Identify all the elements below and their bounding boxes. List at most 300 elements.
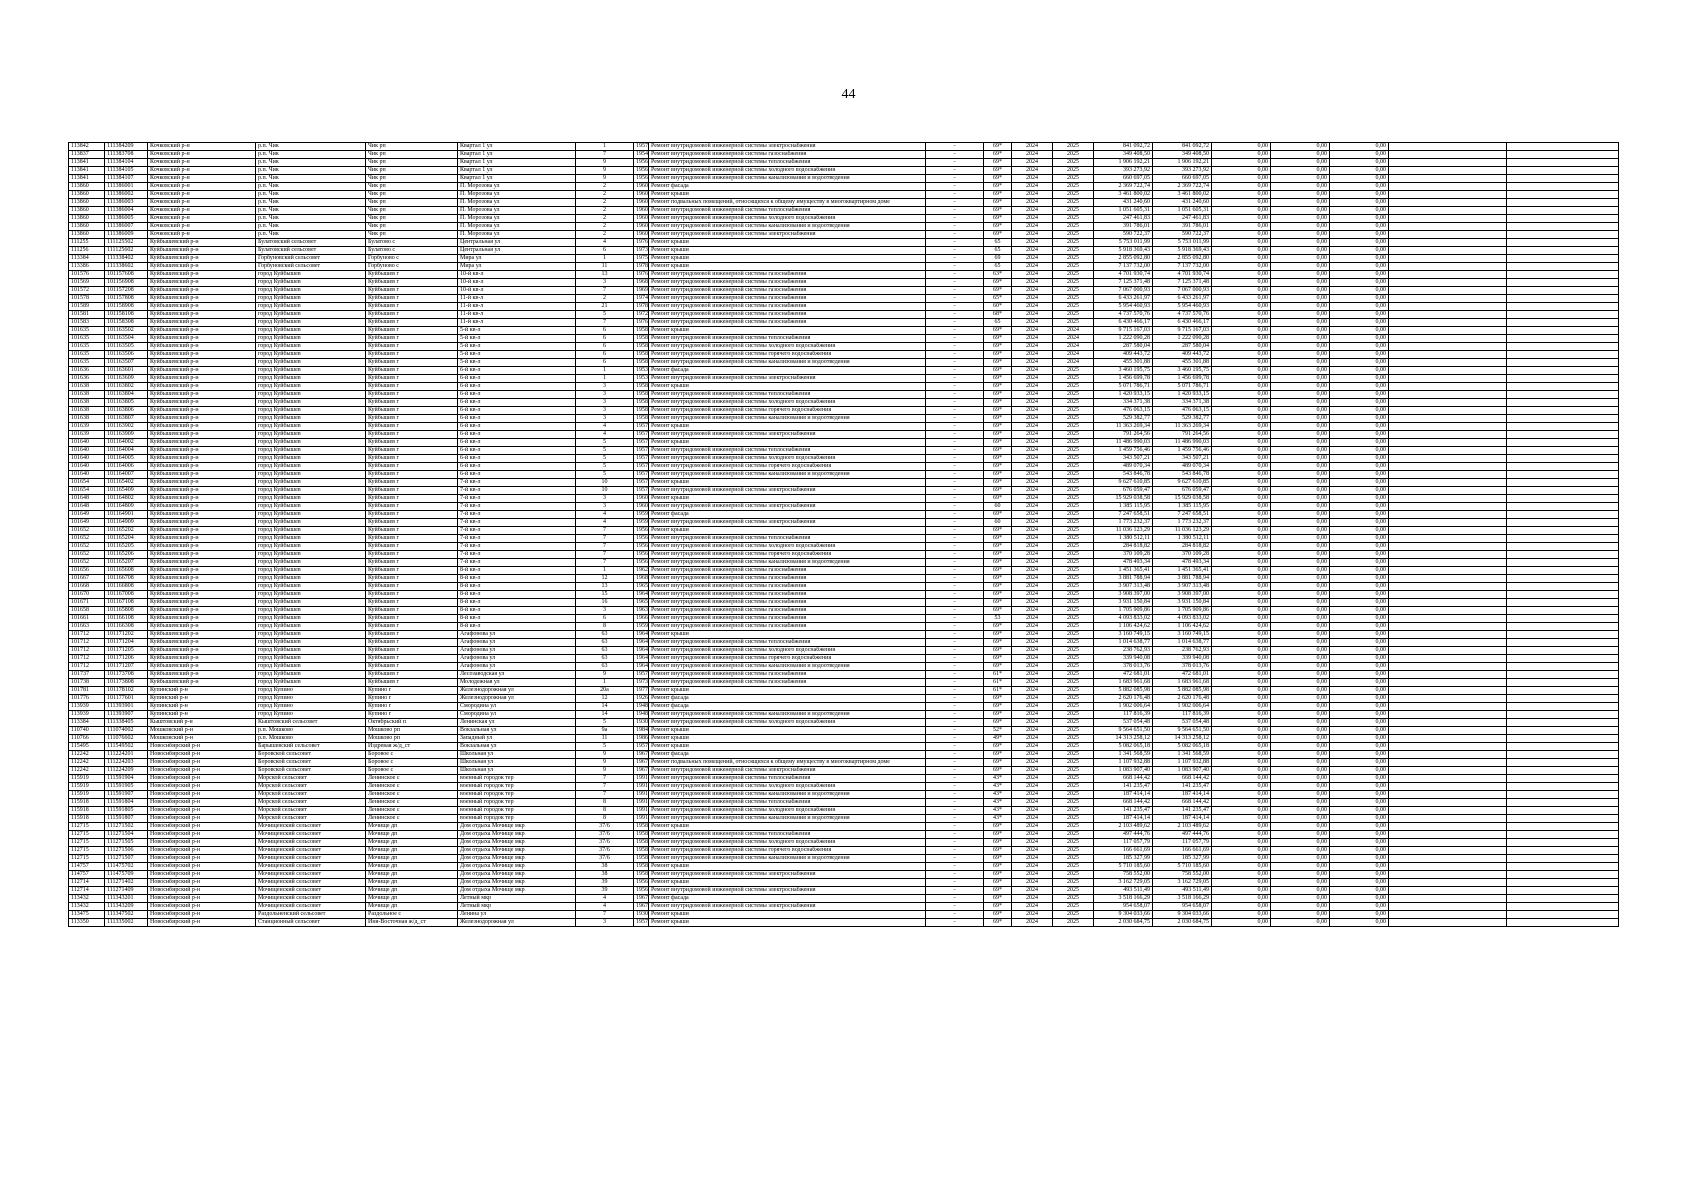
cell-total-cost: 431 240,60 xyxy=(1094,199,1153,207)
table-row xyxy=(69,271,1619,279)
cell-record-id: 111386009 xyxy=(105,231,148,239)
cell-plan-year-start: 2024 xyxy=(1012,215,1053,223)
cell-street: Квартал 1 ул xyxy=(458,143,576,151)
cell-record-id: 101158308 xyxy=(105,319,148,327)
cell-plan-year-end: 2025 xyxy=(1053,375,1094,383)
cell-locality: Чик рп xyxy=(366,231,458,239)
cell-house-id: 101640 xyxy=(69,447,105,455)
table-row xyxy=(69,199,1619,207)
cell-budget-cost-2: 0,00 xyxy=(1271,503,1330,511)
table-row xyxy=(69,247,1619,255)
cell-plan-year-end: 2025 xyxy=(1053,559,1094,567)
cell-fund-cost: 9 627 610,85 xyxy=(1153,479,1212,487)
cell-plan-year-start: 2024 xyxy=(1012,327,1053,335)
cell-plan-year-start: 2024 xyxy=(1012,871,1053,879)
cell-plan-year-end: 2025 xyxy=(1053,551,1094,559)
cell-col-dash: - xyxy=(926,247,984,255)
cell-locality: Куйбышев г xyxy=(366,503,458,511)
cell-settlement: город Куйбышев xyxy=(256,439,366,447)
cell-budget-cost-1: 0,00 xyxy=(1212,535,1271,543)
cell-locality: Мошково рп xyxy=(366,727,458,735)
cell-locality: Купино г xyxy=(366,703,458,711)
cell-budget-cost-3: 0,00 xyxy=(1330,847,1389,855)
cell-locality: Куйбышев г xyxy=(366,303,458,311)
cell-record-id: 101164006 xyxy=(105,463,148,471)
cell-col-dash: - xyxy=(926,775,984,783)
cell-fund-cost: 2 030 684,75 xyxy=(1153,919,1212,927)
cell-wear-percent: 69* xyxy=(984,151,1012,159)
cell-budget-cost-3: 0,00 xyxy=(1330,407,1389,415)
cell-municipal-district: Куйбышевский р-н xyxy=(148,343,256,351)
cell-locality: Мочище дп xyxy=(366,903,458,911)
cell-house-id: 101658 xyxy=(69,607,105,615)
cell-locality: Куйбышев г xyxy=(366,287,458,295)
cell-plan-year-start: 2024 xyxy=(1012,887,1053,895)
cell-wear-percent: 69* xyxy=(984,583,1012,591)
cell-budget-cost-3: 0,00 xyxy=(1330,335,1389,343)
cell-municipal-district: Новосибирский р-н xyxy=(148,823,256,831)
cell-budget-cost-2: 0,00 xyxy=(1271,591,1330,599)
cell-municipal-district: Кочковский р-н xyxy=(148,207,256,215)
cell-record-id: 111271409 xyxy=(105,887,148,895)
cell-street: 7-й кв-л xyxy=(458,527,576,535)
cell-budget-cost-1: 0,00 xyxy=(1212,887,1271,895)
cell-municipal-district: Куйбышевский р-н xyxy=(148,263,256,271)
cell-wear-percent: 60 xyxy=(984,519,1012,527)
cell-street: 5-й кв-л xyxy=(458,343,576,351)
table-row xyxy=(69,919,1619,927)
cell-budget-cost-3: 0,00 xyxy=(1330,199,1389,207)
cell-street: военный городок тер xyxy=(458,775,576,783)
cell-settlement: город Куйбышев xyxy=(256,615,366,623)
cell-col-dash: - xyxy=(926,359,984,367)
cell-wear-percent: 65 xyxy=(984,247,1012,255)
cell-build-year: 1956 xyxy=(634,175,649,183)
cell-locality: Куйбышев г xyxy=(366,431,458,439)
cell-budget-cost-3: 0,00 xyxy=(1330,655,1389,663)
cell-street: 7-й кв-л xyxy=(458,487,576,495)
cell-plan-year-start: 2024 xyxy=(1012,303,1053,311)
cell-budget-cost-3: 0,00 xyxy=(1330,207,1389,215)
cell-build-year: 1948 xyxy=(634,703,649,711)
cell-plan-year-start: 2024 xyxy=(1012,463,1053,471)
cell-plan-year-start: 2024 xyxy=(1012,655,1053,663)
cell-settlement: Мочищенский сельсовет xyxy=(256,879,366,887)
cell-record-id: 101171207 xyxy=(105,663,148,671)
cell-settlement: Морской сельсовет xyxy=(256,799,366,807)
cell-wear-percent: 69* xyxy=(984,655,1012,663)
cell-house-id: 113939 xyxy=(69,711,105,719)
cell-total-cost: 1 902 006,64 xyxy=(1094,703,1153,711)
cell-fund-cost: 4 093 833,02 xyxy=(1153,615,1212,623)
cell-settlement: город Куйбышев xyxy=(256,655,366,663)
cell-house-id: 101640 xyxy=(69,463,105,471)
cell-budget-cost-3: 0,00 xyxy=(1330,567,1389,575)
cell-wear-percent: 69* xyxy=(984,351,1012,359)
cell-build-year: 1958 xyxy=(634,343,649,351)
table-row xyxy=(69,679,1619,687)
cell-budget-cost-3: 0,00 xyxy=(1330,823,1389,831)
cell-settlement: город Куйбышев xyxy=(256,431,366,439)
cell-budget-cost-1: 0,00 xyxy=(1212,839,1271,847)
cell-budget-cost-2: 0,00 xyxy=(1271,607,1330,615)
cell-note-1 xyxy=(1389,167,1507,175)
cell-locality: Куйбышев г xyxy=(366,591,458,599)
cell-budget-cost-1: 0,00 xyxy=(1212,599,1271,607)
cell-municipal-district: Новосибирский р-н xyxy=(148,831,256,839)
cell-work-type: Ремонт крыши xyxy=(649,479,926,487)
cell-budget-cost-3: 0,00 xyxy=(1330,743,1389,751)
cell-total-cost: 343 507,21 xyxy=(1094,455,1153,463)
cell-build-year: 1960 xyxy=(634,495,649,503)
table-row xyxy=(69,335,1619,343)
cell-record-id: 111338602 xyxy=(105,263,148,271)
cell-note-2 xyxy=(1507,343,1619,351)
cell-house-number: 13 xyxy=(576,271,634,279)
cell-house-id: 101663 xyxy=(69,623,105,631)
cell-total-cost: 472 681,01 xyxy=(1094,671,1153,679)
cell-budget-cost-3: 0,00 xyxy=(1330,695,1389,703)
cell-wear-percent: 69* xyxy=(984,823,1012,831)
cell-municipal-district: Новосибирский р-н xyxy=(148,903,256,911)
cell-work-type: Ремонт фасада xyxy=(649,895,926,903)
cell-total-cost: 2 103 489,62 xyxy=(1094,823,1153,831)
table-row xyxy=(69,703,1619,711)
cell-house-number: 7 xyxy=(576,559,634,567)
cell-budget-cost-2: 0,00 xyxy=(1271,431,1330,439)
cell-fund-cost: 11 486 990,03 xyxy=(1153,439,1212,447)
cell-note-1 xyxy=(1389,599,1507,607)
cell-plan-year-end: 2025 xyxy=(1053,615,1094,623)
cell-note-1 xyxy=(1389,535,1507,543)
cell-record-id: 101158908 xyxy=(105,303,148,311)
cell-municipal-district: Куйбышевский р-н xyxy=(148,567,256,575)
cell-budget-cost-3: 0,00 xyxy=(1330,279,1389,287)
cell-wear-percent: 69* xyxy=(984,663,1012,671)
cell-note-1 xyxy=(1389,519,1507,527)
cell-budget-cost-1: 0,00 xyxy=(1212,695,1271,703)
cell-build-year: 1964 xyxy=(634,663,649,671)
cell-house-id: 101638 xyxy=(69,383,105,391)
cell-settlement: Боровской сельсовет xyxy=(256,767,366,775)
cell-build-year: 1960 xyxy=(634,199,649,207)
cell-house-id: 101638 xyxy=(69,391,105,399)
cell-fund-cost: 15 929 038,58 xyxy=(1153,495,1212,503)
cell-work-type: Ремонт внутридомовой инженерной системы теплоснабжения xyxy=(649,775,926,783)
cell-col-dash: - xyxy=(926,647,984,655)
cell-street: 7-й кв-л xyxy=(458,511,576,519)
cell-house-id: 113841 xyxy=(69,159,105,167)
cell-plan-year-start: 2024 xyxy=(1012,359,1053,367)
cell-plan-year-start: 2024 xyxy=(1012,551,1053,559)
cell-build-year: 1958 xyxy=(634,415,649,423)
cell-municipal-district: Куйбышевский р-н xyxy=(148,255,256,263)
cell-house-id: 101712 xyxy=(69,663,105,671)
cell-build-year: 1957 xyxy=(634,479,649,487)
cell-house-number: 2 xyxy=(576,231,634,239)
cell-col-dash: - xyxy=(926,479,984,487)
cell-plan-year-end: 2025 xyxy=(1053,727,1094,735)
cell-street: 6-й кв-л xyxy=(458,455,576,463)
cell-work-type: Ремонт внутридомовой инженерной системы холодного водоснабжения xyxy=(649,719,926,727)
cell-house-id: 115919 xyxy=(69,783,105,791)
cell-work-type: Ремонт внутридомовой инженерной системы электроснабжения xyxy=(649,519,926,527)
cell-total-cost: 3 908 397,00 xyxy=(1094,591,1153,599)
cell-municipal-district: Новосибирский р-н xyxy=(148,791,256,799)
cell-fund-cost: 247 461,83 xyxy=(1153,215,1212,223)
cell-fund-cost: 1 902 006,64 xyxy=(1153,703,1212,711)
cell-house-number: 37/6 xyxy=(576,847,634,855)
cell-house-number: 6 xyxy=(576,335,634,343)
cell-street: Дом отдыха Мочище мкр xyxy=(458,823,576,831)
cell-build-year: 1956 xyxy=(634,559,649,567)
cell-budget-cost-3: 0,00 xyxy=(1330,703,1389,711)
cell-fund-cost: 529 382,77 xyxy=(1153,415,1212,423)
cell-house-number: 9 xyxy=(576,751,634,759)
cell-street: Агафонова ул xyxy=(458,639,576,647)
cell-street: 6-й кв-л xyxy=(458,463,576,471)
table-row xyxy=(69,687,1619,695)
table-row xyxy=(69,831,1619,839)
cell-budget-cost-1: 0,00 xyxy=(1212,159,1271,167)
cell-house-number: 1 xyxy=(576,567,634,575)
cell-settlement: город Куйбышев xyxy=(256,303,366,311)
cell-fund-cost: 339 940,08 xyxy=(1153,655,1212,663)
cell-col-dash: - xyxy=(926,175,984,183)
cell-settlement: р.п. Чик xyxy=(256,183,366,191)
cell-house-id: 111256 xyxy=(69,247,105,255)
cell-settlement: город Купино xyxy=(256,695,366,703)
cell-col-dash: - xyxy=(926,783,984,791)
cell-budget-cost-3: 0,00 xyxy=(1330,839,1389,847)
cell-budget-cost-1: 0,00 xyxy=(1212,295,1271,303)
cell-plan-year-start: 2024 xyxy=(1012,503,1053,511)
cell-total-cost: 370 109,28 xyxy=(1094,551,1153,559)
cell-build-year: 1960 xyxy=(634,183,649,191)
cell-note-2 xyxy=(1507,719,1619,727)
cell-municipal-district: Куйбышевский р-н xyxy=(148,599,256,607)
cell-plan-year-end: 2025 xyxy=(1053,799,1094,807)
cell-budget-cost-1: 0,00 xyxy=(1212,631,1271,639)
table-row xyxy=(69,591,1619,599)
cell-note-2 xyxy=(1507,503,1619,511)
cell-work-type: Ремонт внутридомовой инженерной системы электроснабжения xyxy=(649,431,926,439)
cell-municipal-district: Мошковский р-н xyxy=(148,727,256,735)
cell-note-2 xyxy=(1507,527,1619,535)
cell-budget-cost-3: 0,00 xyxy=(1330,319,1389,327)
cell-record-id: 111125602 xyxy=(105,247,148,255)
cell-record-id: 111384107 xyxy=(105,175,148,183)
cell-work-type: Ремонт внутридомовой инженерной системы канализования и водоотведения xyxy=(649,559,926,567)
cell-note-1 xyxy=(1389,711,1507,719)
cell-plan-year-start: 2024 xyxy=(1012,487,1053,495)
cell-note-1 xyxy=(1389,831,1507,839)
cell-locality: Куйбышев г xyxy=(366,599,458,607)
cell-locality: Ленинское с xyxy=(366,815,458,823)
cell-fund-cost: 7 067 000,93 xyxy=(1153,287,1212,295)
cell-house-number: 5 xyxy=(576,311,634,319)
cell-house-number: 14 xyxy=(576,711,634,719)
cell-house-id: 101670 xyxy=(69,591,105,599)
cell-street: П. Морозова ул xyxy=(458,231,576,239)
table-row xyxy=(69,231,1619,239)
cell-settlement: Морской сельсовет xyxy=(256,791,366,799)
table-row xyxy=(69,383,1619,391)
cell-house-number: 4 xyxy=(576,519,634,527)
cell-street: Железнодорожная ул xyxy=(458,919,576,927)
cell-plan-year-end: 2025 xyxy=(1053,647,1094,655)
cell-work-type: Ремонт крыши xyxy=(649,863,926,871)
cell-house-number: 1 xyxy=(576,143,634,151)
cell-plan-year-start: 2024 xyxy=(1012,615,1053,623)
cell-house-number: 7 xyxy=(576,287,634,295)
cell-settlement: город Куйбышев xyxy=(256,279,366,287)
cell-settlement: город Куйбышев xyxy=(256,503,366,511)
cell-plan-year-end: 2025 xyxy=(1053,695,1094,703)
cell-budget-cost-3: 0,00 xyxy=(1330,255,1389,263)
cell-work-type: Ремонт внутридомовой инженерной системы газоснабжения xyxy=(649,671,926,679)
cell-house-number: 4 xyxy=(576,239,634,247)
cell-street: 8-й кв-л xyxy=(458,623,576,631)
cell-record-id: 101166808 xyxy=(105,583,148,591)
cell-wear-percent: 69* xyxy=(984,407,1012,415)
cell-budget-cost-1: 0,00 xyxy=(1212,431,1271,439)
cell-house-id: 113841 xyxy=(69,167,105,175)
cell-plan-year-end: 2025 xyxy=(1053,839,1094,847)
cell-street: Квартал 1 ул xyxy=(458,151,576,159)
cell-build-year: 1958 xyxy=(634,391,649,399)
cell-plan-year-start: 2024 xyxy=(1012,295,1053,303)
cell-col-dash: - xyxy=(926,303,984,311)
cell-budget-cost-1: 0,00 xyxy=(1212,671,1271,679)
cell-settlement: Мочищенский сельсовет xyxy=(256,887,366,895)
cell-build-year: 1957 xyxy=(634,471,649,479)
cell-locality: Чик рп xyxy=(366,151,458,159)
cell-col-dash: - xyxy=(926,655,984,663)
cell-house-id: 113384 xyxy=(69,719,105,727)
cell-budget-cost-3: 0,00 xyxy=(1330,751,1389,759)
cell-total-cost: 284 818,82 xyxy=(1094,543,1153,551)
cell-budget-cost-3: 0,00 xyxy=(1330,639,1389,647)
cell-budget-cost-2: 0,00 xyxy=(1271,599,1330,607)
cell-col-dash: - xyxy=(926,663,984,671)
cell-build-year: 1956 xyxy=(634,167,649,175)
cell-wear-percent: 69* xyxy=(984,471,1012,479)
cell-plan-year-end: 2025 xyxy=(1053,543,1094,551)
cell-municipal-district: Куйбышевский р-н xyxy=(148,503,256,511)
cell-note-2 xyxy=(1507,247,1619,255)
cell-settlement: город Куйбышев xyxy=(256,455,366,463)
cell-budget-cost-3: 0,00 xyxy=(1330,895,1389,903)
cell-fund-cost: 472 681,01 xyxy=(1153,671,1212,679)
cell-house-number: 9 xyxy=(576,175,634,183)
cell-house-id: 101583 xyxy=(69,319,105,327)
cell-street: Квартал 1 ул xyxy=(458,167,576,175)
cell-plan-year-start: 2024 xyxy=(1012,919,1053,927)
cell-plan-year-end: 2025 xyxy=(1053,679,1094,687)
cell-house-number: 39 xyxy=(576,887,634,895)
cell-settlement: город Куйбышев xyxy=(256,559,366,567)
cell-wear-percent: 69* xyxy=(984,287,1012,295)
cell-house-number: 7 xyxy=(576,535,634,543)
table-row xyxy=(69,263,1619,271)
cell-street: Вокзальная ул xyxy=(458,743,576,751)
cell-settlement: город Куйбышев xyxy=(256,639,366,647)
cell-build-year: 1957 xyxy=(634,743,649,751)
cell-budget-cost-1: 0,00 xyxy=(1212,775,1271,783)
cell-note-1 xyxy=(1389,583,1507,591)
cell-plan-year-end: 2025 xyxy=(1053,495,1094,503)
cell-record-id: 111271502 xyxy=(105,823,148,831)
cell-work-type: Ремонт внутридомовой инженерной системы газоснабжения xyxy=(649,287,926,295)
cell-budget-cost-2: 0,00 xyxy=(1271,359,1330,367)
cell-house-number: 37/6 xyxy=(576,855,634,863)
cell-locality: Ленинское с xyxy=(366,775,458,783)
cell-note-1 xyxy=(1389,383,1507,391)
cell-settlement: Боровской сельсовет xyxy=(256,759,366,767)
cell-note-2 xyxy=(1507,303,1619,311)
cell-budget-cost-1: 0,00 xyxy=(1212,591,1271,599)
cell-record-id: 101163609 xyxy=(105,375,148,383)
cell-note-1 xyxy=(1389,503,1507,511)
cell-note-1 xyxy=(1389,191,1507,199)
cell-municipal-district: Куйбышевский р-н xyxy=(148,655,256,663)
cell-plan-year-end: 2025 xyxy=(1053,295,1094,303)
cell-note-1 xyxy=(1389,759,1507,767)
cell-budget-cost-2: 0,00 xyxy=(1271,295,1330,303)
cell-fund-cost: 1 385 115,95 xyxy=(1153,503,1212,511)
cell-total-cost: 2 620 176,48 xyxy=(1094,695,1153,703)
cell-record-id: 111343201 xyxy=(105,895,148,903)
table-row xyxy=(69,823,1619,831)
cell-total-cost: 2 030 684,75 xyxy=(1094,919,1153,927)
cell-wear-percent: 68* xyxy=(984,311,1012,319)
cell-record-id: 101163802 xyxy=(105,383,148,391)
cell-total-cost: 1 380 512,11 xyxy=(1094,535,1153,543)
cell-budget-cost-2: 0,00 xyxy=(1271,807,1330,815)
cell-work-type: Ремонт внутридомовой инженерной системы газоснабжения xyxy=(649,151,926,159)
table-row xyxy=(69,855,1619,863)
cell-note-1 xyxy=(1389,319,1507,327)
cell-plan-year-start: 2024 xyxy=(1012,759,1053,767)
cell-plan-year-end: 2025 xyxy=(1053,567,1094,575)
cell-budget-cost-2: 0,00 xyxy=(1271,775,1330,783)
cell-work-type: Ремонт крыши xyxy=(649,879,926,887)
cell-fund-cost: 1 451 365,41 xyxy=(1153,567,1212,575)
cell-house-number: 4 xyxy=(576,423,634,431)
cell-note-2 xyxy=(1507,495,1619,503)
cell-total-cost: 493 511,49 xyxy=(1094,887,1153,895)
cell-street: 6-й кв-л xyxy=(458,423,576,431)
cell-note-1 xyxy=(1389,719,1507,727)
cell-wear-percent: 69* xyxy=(984,743,1012,751)
cell-locality: Куйбышев г xyxy=(366,631,458,639)
cell-house-number: 5 xyxy=(576,447,634,455)
cell-build-year: 1967 xyxy=(634,759,649,767)
cell-total-cost: 3 907 313,48 xyxy=(1094,583,1153,591)
cell-municipal-district: Куйбышевский р-н xyxy=(148,359,256,367)
cell-total-cost: 3 160 749,15 xyxy=(1094,631,1153,639)
cell-settlement: р.п. Чик xyxy=(256,231,366,239)
cell-total-cost: 11 036 123,29 xyxy=(1094,527,1153,535)
cell-build-year: 1957 xyxy=(634,919,649,927)
cell-municipal-district: Куйбышевский р-н xyxy=(148,335,256,343)
cell-record-id: 111224209 xyxy=(105,767,148,775)
cell-plan-year-start: 2024 xyxy=(1012,599,1053,607)
cell-house-number: 7 xyxy=(576,527,634,535)
cell-work-type: Ремонт внутридомовой инженерной системы холодного водоснабжения xyxy=(649,343,926,351)
cell-settlement: город Куйбышев xyxy=(256,471,366,479)
